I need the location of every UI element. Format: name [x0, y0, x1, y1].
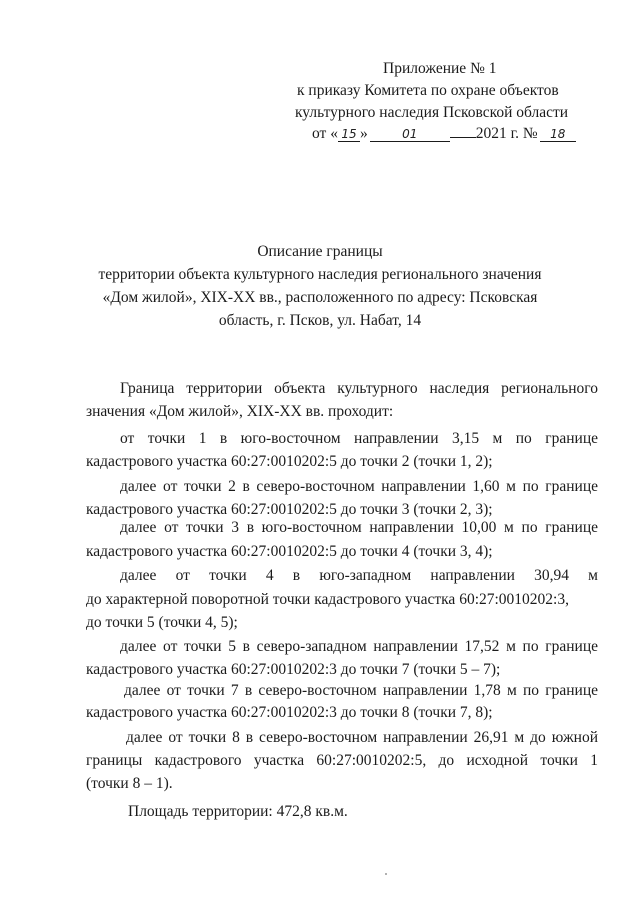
- date-year: 2021 г. №: [475, 125, 538, 142]
- scan-speck: [385, 873, 387, 875]
- date-blank: [450, 137, 476, 138]
- paragraph-line: далее от точки 7 в северо-восточном направлении 1,78 м по границе: [124, 682, 598, 699]
- date-number: 18: [540, 128, 576, 142]
- paragraph-line: границы кадастрового участка 60:27:0010202:5, до исходной точки 1: [86, 752, 598, 769]
- area-line: Площадь территории: 472,8 кв.м.: [128, 803, 348, 820]
- appendix-order-line: к приказу Комитета по охране объектов: [297, 82, 559, 99]
- date-prefix: от «: [312, 125, 338, 142]
- paragraph-line: далее от точки 8 в северо-восточном направлении 26,91 м до южной: [126, 729, 598, 746]
- paragraph-line: далее от точки 5 в северо-западном направлении 17,52 м по границе: [120, 638, 598, 655]
- paragraph-line: Граница территории объекта культурного наследия регионального: [120, 380, 598, 397]
- paragraph-line: до характерной поворотной точки кадастрового участка 60:27:0010202:3,: [86, 591, 569, 608]
- paragraph-line: кадастрового участка 60:27:0010202:5 до точки 2 (точки 1, 2);: [86, 453, 493, 470]
- title-line-4: область, г. Псков, ул. Набат, 14: [218, 312, 422, 329]
- paragraph-line: (точки 8 – 1).: [86, 775, 173, 792]
- paragraph-line: от точки 1 в юго-восточном направлении 3,15 м по границе: [120, 430, 598, 447]
- paragraph-line: далее от точки 3 в юго-восточном направлении 10,00 м по границе: [120, 519, 598, 536]
- paragraph-line: далее от точки 2 в северо-восточном направлении 1,60 м по границе: [120, 478, 598, 495]
- date-month: 01: [370, 128, 450, 142]
- paragraph-line: кадастрового участка 60:27:0010202:3 до точки 8 (точки 7, 8);: [86, 704, 493, 721]
- title-line-2: территории объекта культурного наследия регионального значения: [98, 266, 542, 283]
- paragraph-line: кадастрового участка 60:27:0010202:3 до точки 7 (точки 5 – 7);: [86, 661, 501, 678]
- paragraph-line: до точки 5 (точки 4, 5);: [86, 614, 238, 631]
- title-line-1: Описание границы: [257, 243, 383, 260]
- paragraph-line: значения «Дом жилой», XIX-XX вв. проходит:: [86, 403, 394, 420]
- date-mid: »: [359, 125, 368, 142]
- appendix-committee-line: культурного наследия Псковской области: [295, 104, 569, 121]
- paragraph-line: кадастрового участка 60:27:0010202:5 до точки 3 (точки 2, 3);: [86, 501, 493, 518]
- paragraph-line: далее от точки 4 в юго-западном направлении 30,94 м: [120, 567, 598, 584]
- appendix-date-line: [312, 125, 576, 143]
- date-day: 15: [338, 128, 360, 142]
- title-line-3: «Дом жилой», XIX-XX вв., расположенного по адресу: Псковская: [102, 289, 538, 306]
- paragraph-line: кадастрового участка 60:27:0010202:5 до точки 4 (точки 3, 4);: [86, 543, 493, 560]
- appendix-title: Приложение № 1: [383, 60, 497, 77]
